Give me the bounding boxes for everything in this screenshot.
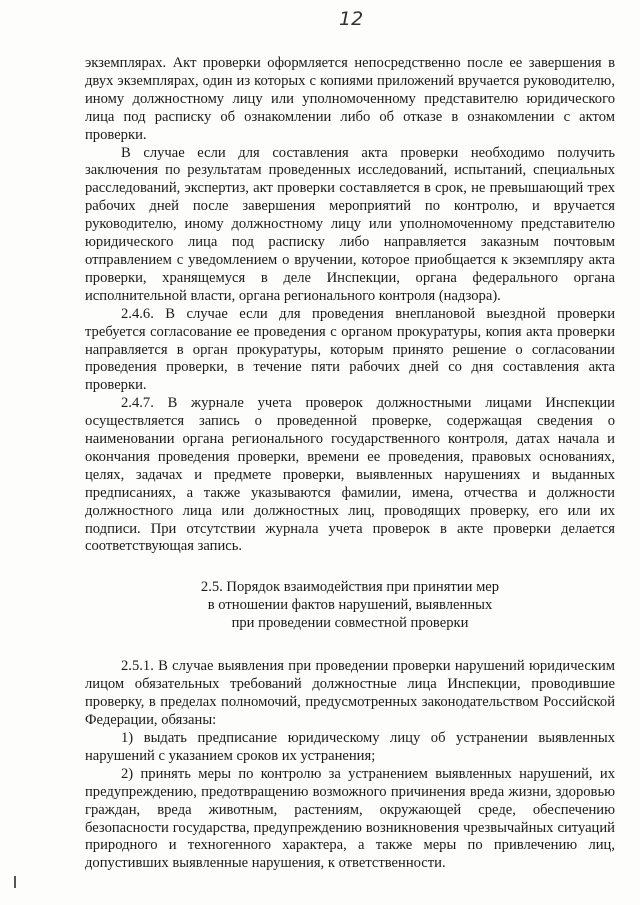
section-heading-line: при проведении совместной проверки bbox=[231, 615, 469, 632]
document-body bbox=[85, 55, 615, 873]
list-item-2: 2) принять меры по контролю за устранением выявленных нарушений, их предупреждению, предотвращению возможного причинения вреда жизни, здоровью граждан, вреда животным, растениям, окружающей среде, обеспечению безопасности государства, предупреждению возникновения чрезвычайных ситуаций природного и техногенного характера, а также меры по привлечению лиц, допустивших выявленные нарушения, к ответственности. bbox=[85, 765, 615, 872]
paragraph-act-expertise: В случае если для составления акта проверки необходимо получить заключения по результатам проведенных исследований, испытаний, специальных расследований, экспертиз, акт проверки составляется в срок, не превышающий трех рабочих дней после завершения мероприятий по контролю, и вручается руководителю, иному должностному лицу или уполномоченному представителю юридического лица под расписку либо направляется заказным почтовым отправлением с уведомлением о вручении, которое приобщается к экземпляру акта проверки, хранящемуся в деле Инспекции, органа федерального органа исполнительной власти, органа регионального контроля (надзора). bbox=[85, 144, 615, 304]
paragraph-2-4-7: 2.4.7. В журнале учета проверок должностными лицами Инспекции осуществляется запись о проведенной проверке, содержащая сведения о наименовании органа регионального государственного контроля, датах начала и окончания проведения проверки, времени ее проведения, правовых основаниях, целях, задачах и предмете проверки, выявленных нарушениях и выданных предписаниях, а также указываются фамилии, имена, отчества и должности должностного лица или должностных лиц, проводящих проверку, его или их подписи. При отсутствии журнала учета проверок в акте проверки делается соответствующая запись. bbox=[85, 395, 615, 555]
section-heading-line: 2.5. Порядок взаимодействия при принятии мер bbox=[200, 579, 500, 596]
paragraph-2-5-1: 2.5.1. В случае выявления при проведении проверки нарушений юридическим лицом обязательных требований должностные лица Инспекции, проводившие проверку, в пределах полномочий, предусмотренных законодательством Российской Федерации, обязаны: bbox=[85, 658, 615, 729]
margin-mark bbox=[14, 876, 16, 888]
list-item-1: 1) выдать предписание юридическому лицу об устранении выявленных нарушений с указанием сроков их устранения; bbox=[85, 730, 615, 764]
page-number: 12 bbox=[339, 8, 364, 30]
paragraph-2-4-6: 2.4.6. В случае если для проведения внеплановой выездной проверки требуется согласование ее проведения с органом прокуратуры, копия акта проверки направляется в орган прокуратуры, которым принято решение о согласовании проведения проверки, в течение пяти рабочих дней со дня составления акта проверки. bbox=[85, 305, 615, 394]
section-heading-2-5 bbox=[85, 578, 615, 632]
paragraph-act-copies: экземплярах. Акт проверки оформляется непосредственно после ее завершения в двух экземплярах, один из которых с копиями приложений вручается руководителю, иному должностному лицу или уполномоченному представителю юридического лица под расписку об ознакомлении либо об отказе в ознакомлении с актом проверки. bbox=[85, 55, 615, 143]
section-heading-line: в отношении фактов нарушений, выявленных bbox=[207, 597, 493, 614]
